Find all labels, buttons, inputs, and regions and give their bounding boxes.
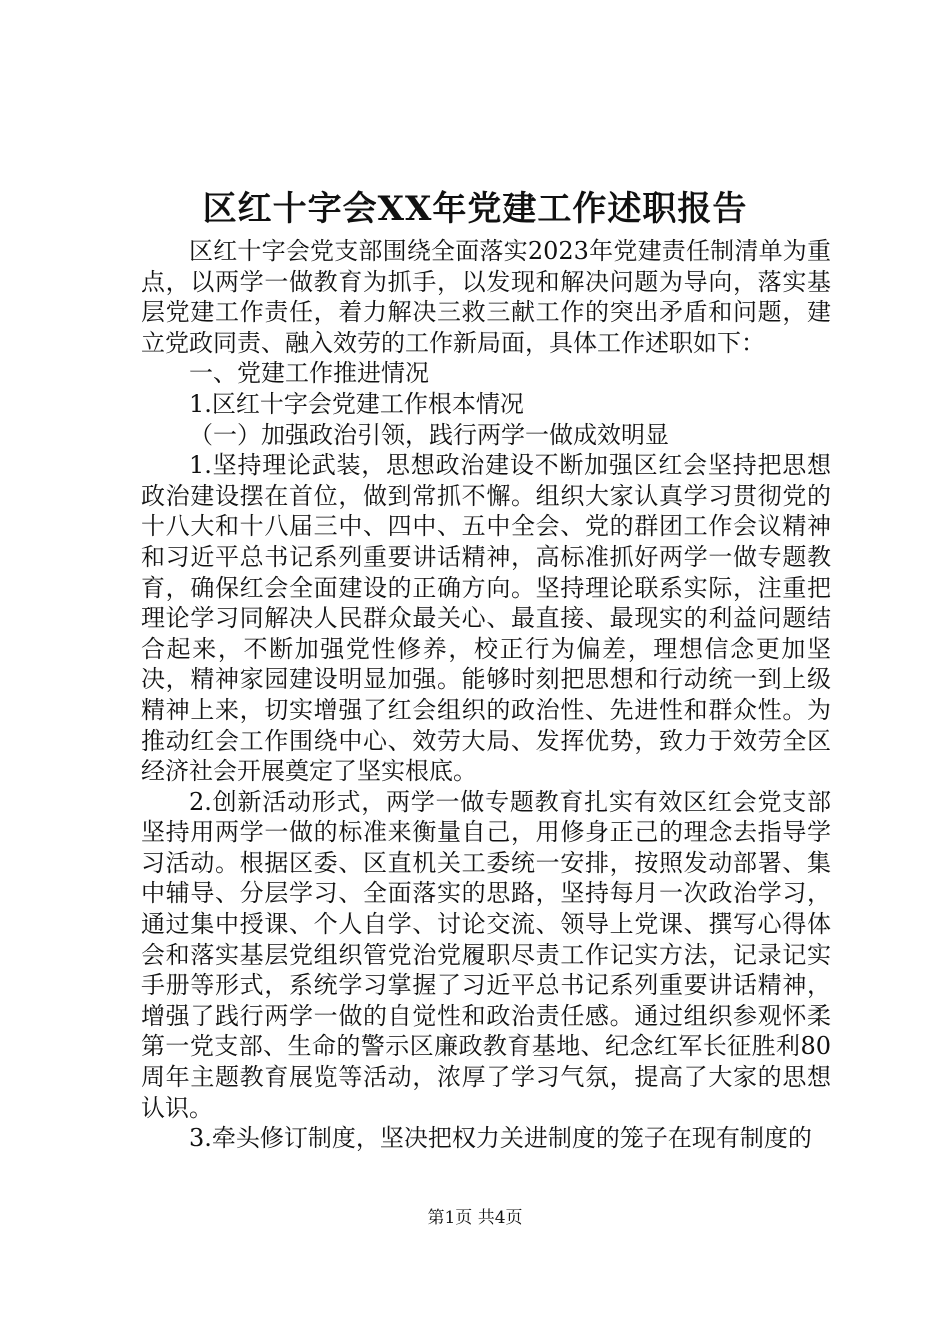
- section-heading: 一、党建工作推进情况: [189, 359, 429, 388]
- document-title: 区红十字会XX年党建工作述职报告: [202, 189, 748, 229]
- body-paragraph-2: 2.创新活动形式，两学一做专题教育扎实有效区红会党支部坚持用两学一做的标准来衡量自己，用修身正己的理念去指导学习活动。根据区委、区直机关工委统一安排，按照发动部署、集中辅导、分层学习、全面落实的思路，坚持每月一次政治学习，通过集中授课、个人自学、讨论交流、领导上党课、撰写心得体会和落实基层党组织管党治党履职尽责工作记实方法，记录记实手册等形式，系统学习掌握了习近平总书记系列重要讲话精神，增强了践行两学一做的自觉性和政治责任感。通过组织参观怀柔第一党支部、生命的警示区廉政教育基地、纪念红军长征胜利80周年主题教育展览等活动，浓厚了学习气氛，提高了大家的思想认识。: [141, 787, 831, 1122]
- body-paragraph-3: 3.牵头修订制度，坚决把权力关进制度的笼子在现有制度的: [189, 1124, 812, 1153]
- subsection-heading: 1.区红十字会党建工作根本情况: [189, 389, 524, 418]
- intro-paragraph: 区红十字会党支部围绕全面落实2023年党建责任制清单为重点，以两学一做教育为抓手，以发现和解决问题为导向，落实基层党建工作责任，着力解决三救三献工作的突出矛盾和问题，建立党政同责、融入效劳的工作新局面，具体工作述职如下：: [141, 237, 831, 357]
- sub-subsection-heading: （一）加强政治引领，践行两学一做成效明显: [189, 420, 669, 449]
- page-footer: 第1页 共4页: [427, 1208, 523, 1228]
- body-paragraph-1: 1.坚持理论武装，思想政治建设不断加强区红会坚持把思想政治建设摆在首位，做到常抓不懈。组织大家认真学习贯彻党的十八大和十八届三中、四中、五中全会、党的群团工作会议精神和习近平总书记系列重要讲话精神，高标准抓好两学一做专题教育，确保红会全面建设的正确方向。坚持理论联系实际，注重把理论学习同解决人民群众最关心、最直接、最现实的利益问题结合起来，不断加强党性修养，校正行为偏差，理想信念更加坚决，精神家园建设明显加强。能够时刻把思想和行动统一到上级精神上来，切实增强了红会组织的政治性、先进性和群众性。为推动红会工作围绕中心、效劳大局、发挥优势，致力于效劳全区经济社会开展奠定了坚实根底。: [141, 451, 831, 786]
- document-body: [141, 236, 831, 1154]
